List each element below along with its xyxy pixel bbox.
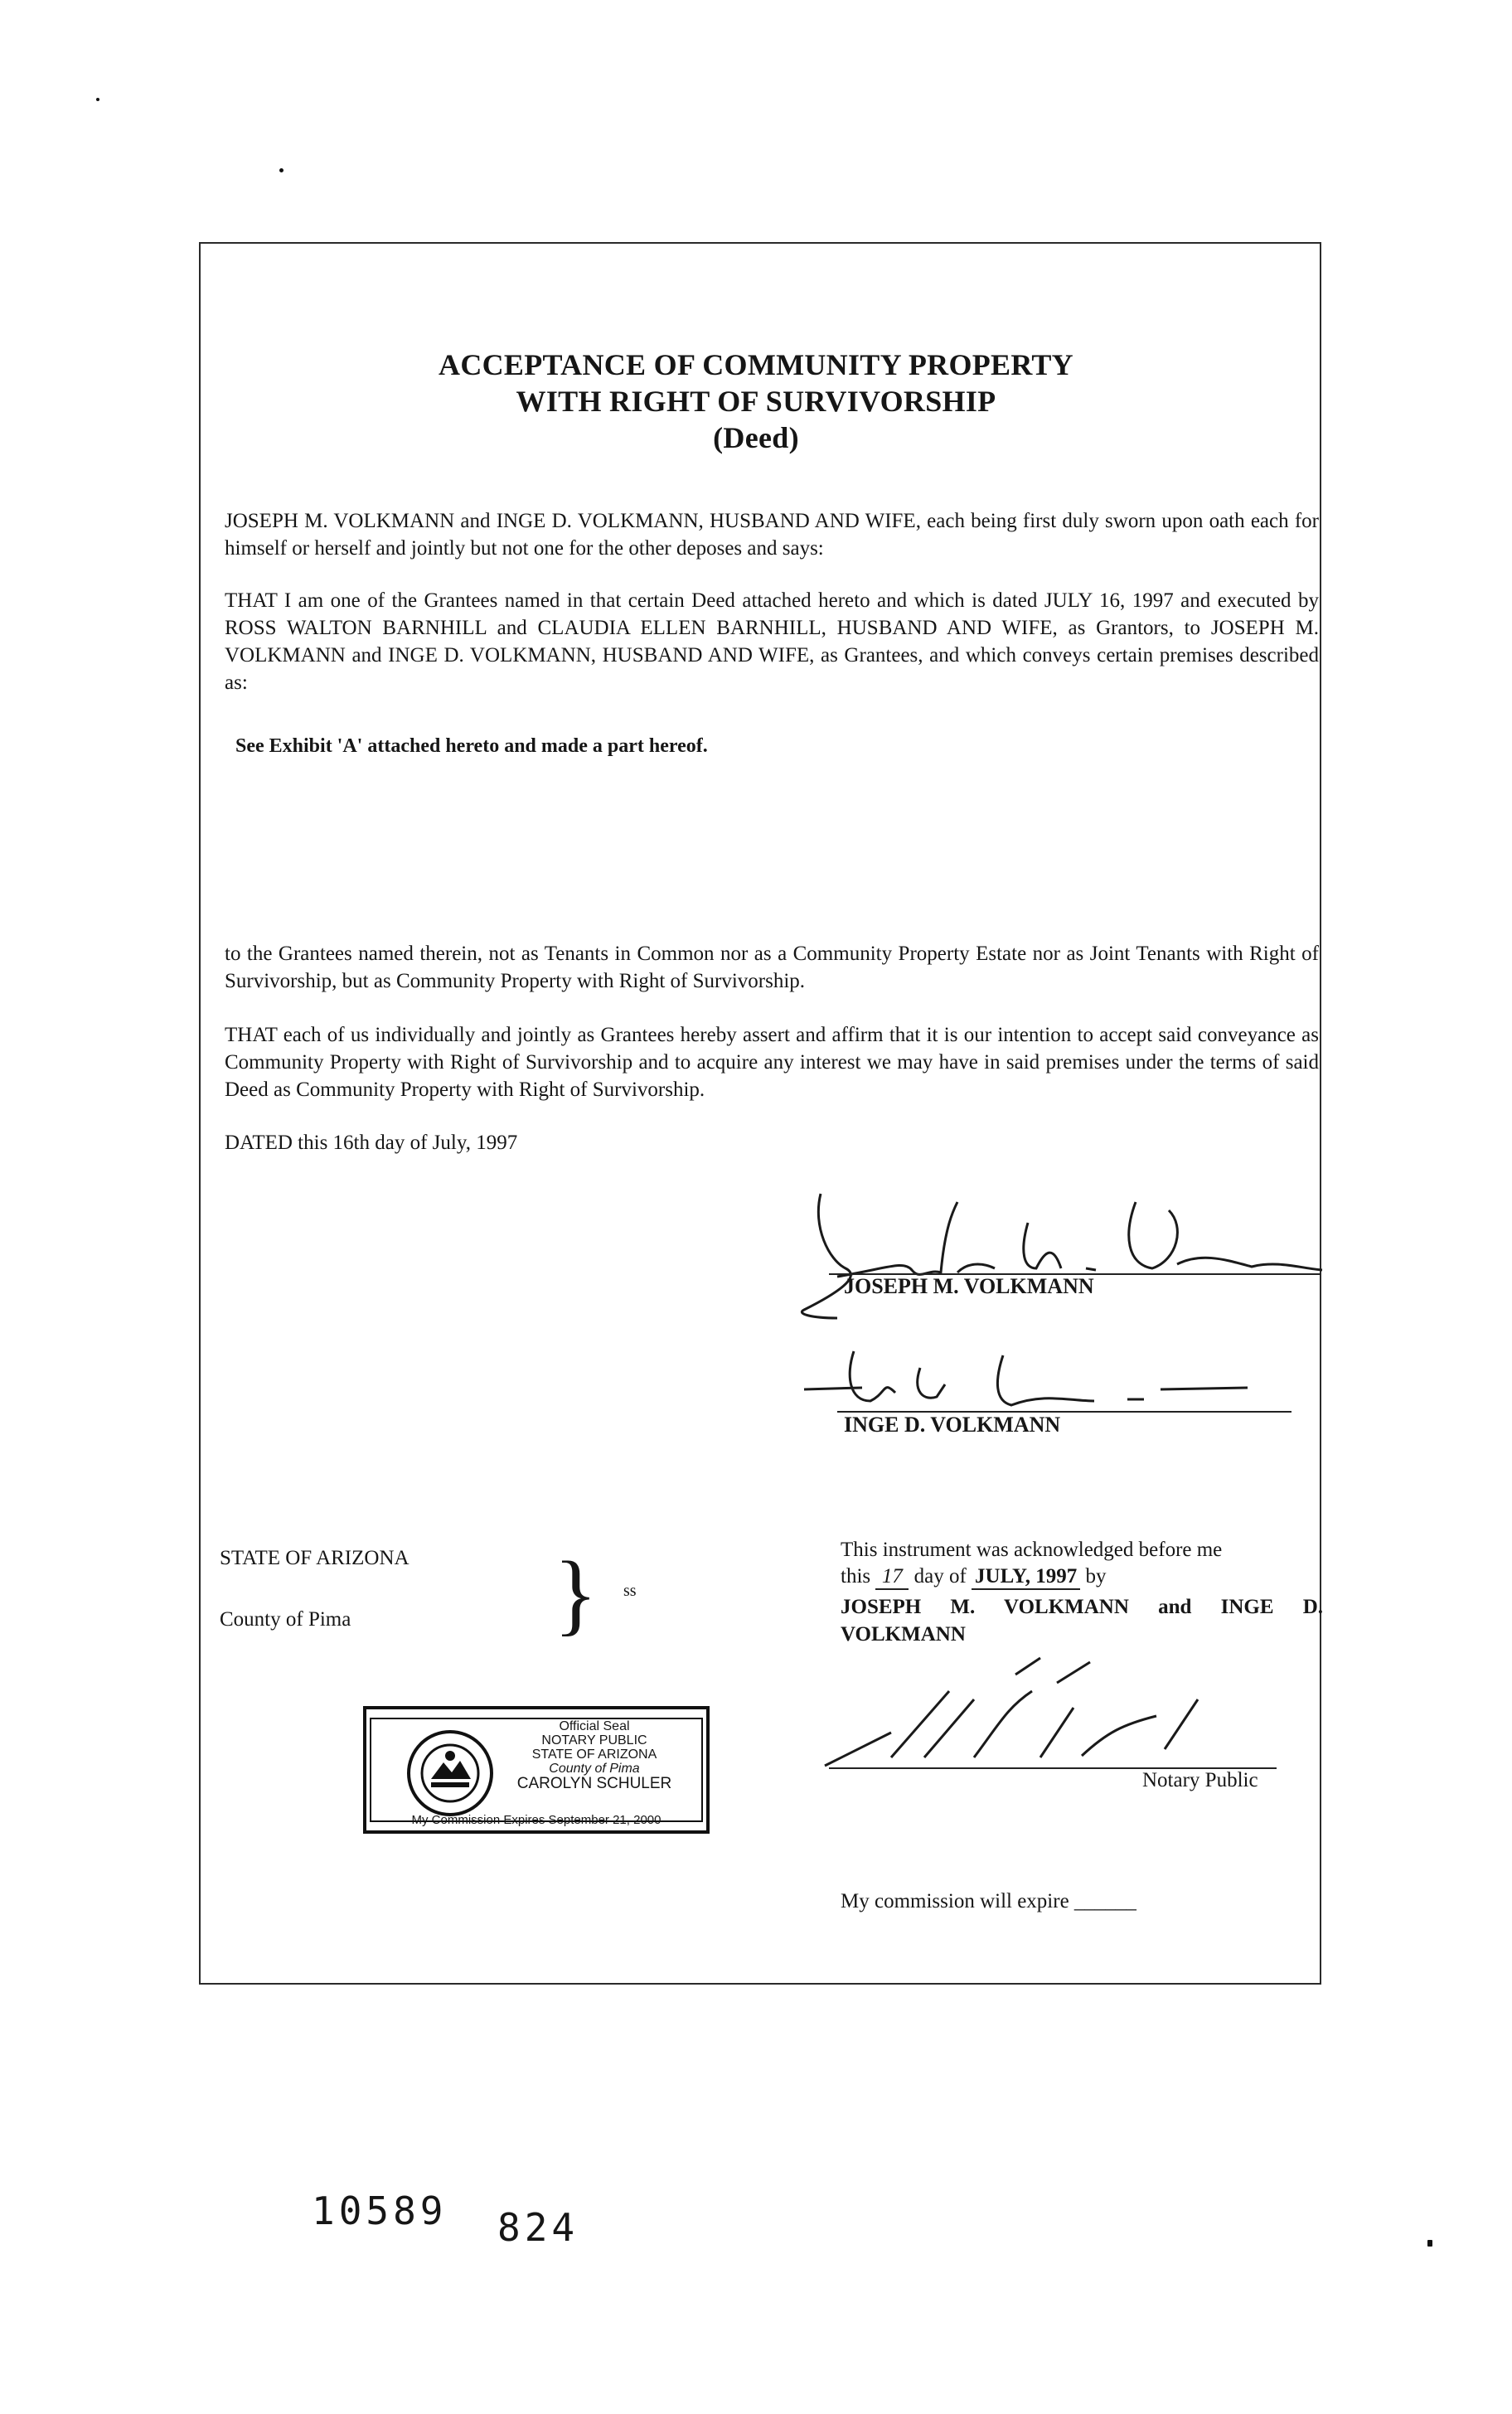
arizona-state-seal-icon bbox=[406, 1729, 494, 1817]
venue-ss: ss bbox=[623, 1582, 637, 1600]
ack-line-2 bbox=[841, 1565, 1107, 1590]
exhibit-reference: See Exhibit 'A' attached hereto and made a part hereof. bbox=[235, 735, 708, 757]
seal-expiration: My Commission Expires September 21, 2000 bbox=[411, 1813, 662, 1827]
tenancy-paragraph: to the Grantees named therein, not as Tenants in Common nor as a Community Property Estate nor as Joint Tenants with Right of Survivorship, but as Community Property with Right of Survivorship. bbox=[225, 943, 1319, 992]
notary-seal bbox=[363, 1706, 710, 1834]
signer-2-name: INGE D. VOLKMANN bbox=[844, 1413, 1061, 1437]
scan-speck bbox=[96, 98, 99, 101]
seal-line-1: Official Seal bbox=[559, 1719, 630, 1733]
grantee-paragraph: THAT I am one of the Grantees named in that certain Deed attached hereto and which is dated JULY 16, 1997 and executed by ROSS WALTON BARNHILL and CLAUDIA ELLEN BARNHILL, HUSBAND AND WIFE, as Grantors, to JOSEPH M. VOLKMANN and INGE D. VOLKMANN, HUSBAND AND WIFE, as Grantees, and which conveys certain premises described as: bbox=[225, 589, 1319, 694]
notary-public-label: Notary Public bbox=[1142, 1769, 1258, 1791]
seal-line-3: STATE OF ARIZONA bbox=[531, 1747, 657, 1762]
title-line-3: (Deed) bbox=[713, 421, 799, 454]
seal-line-5: CAROLYN SCHULER bbox=[516, 1775, 672, 1792]
scan-speck bbox=[279, 168, 284, 172]
notary-signature bbox=[808, 1658, 1272, 1782]
venue-county: County of Pima bbox=[220, 1608, 351, 1631]
recording-page-number: 824 bbox=[497, 2205, 579, 2250]
ack-line-1: This instrument was acknowledged before me bbox=[841, 1539, 1223, 1561]
scan-speck bbox=[1427, 2240, 1432, 2247]
venue-state: STATE OF ARIZONA bbox=[220, 1547, 410, 1569]
ack-names: JOSEPH M. VOLKMANN and INGE D. VOLKMANN bbox=[841, 1596, 1323, 1646]
affirmation-paragraph: THAT each of us individually and jointly as Grantees hereby assert and affirm that it is our intention to accept said conveyance as Community Property with Right of Survivorship and to acquire any interest we may have in said premises under the terms of said Deed as Community Property with Right of Survivorship. bbox=[225, 1024, 1319, 1101]
seal-line-4: County of Pima bbox=[549, 1762, 640, 1776]
signature-joseph bbox=[788, 1177, 1326, 1335]
commission-expire bbox=[841, 1890, 1136, 1913]
title-line-1: ACCEPTANCE OF COMMUNITY PROPERTY bbox=[439, 348, 1073, 381]
venue-brace: } bbox=[554, 1543, 598, 1644]
ack-day-of: day of bbox=[914, 1565, 967, 1588]
dated-line: DATED this 16th day of July, 1997 bbox=[225, 1132, 518, 1154]
commission-blank: ______ bbox=[1073, 1890, 1136, 1912]
signer-1-name: JOSEPH M. VOLKMANN bbox=[844, 1274, 1094, 1298]
affiant-paragraph: JOSEPH M. VOLKMANN and INGE D. VOLKMANN, HUSBAND AND WIFE, each being first duly sworn upon oath each for himself or herself and jointly but not one for the other deposes and says: bbox=[225, 510, 1319, 560]
seal-line-2: NOTARY PUBLIC bbox=[541, 1733, 647, 1747]
recording-docket-number: 10589 bbox=[312, 2189, 448, 2233]
seal-text bbox=[499, 1719, 690, 1792]
ack-this: this bbox=[841, 1565, 871, 1588]
commission-label: My commission will expire bbox=[841, 1890, 1069, 1912]
ack-month-year: JULY, 1997 bbox=[972, 1565, 1080, 1590]
title-line-2: WITH RIGHT OF SURVIVORSHIP bbox=[516, 385, 996, 418]
ack-day: 17 bbox=[875, 1565, 909, 1590]
ack-by: by bbox=[1085, 1565, 1107, 1588]
